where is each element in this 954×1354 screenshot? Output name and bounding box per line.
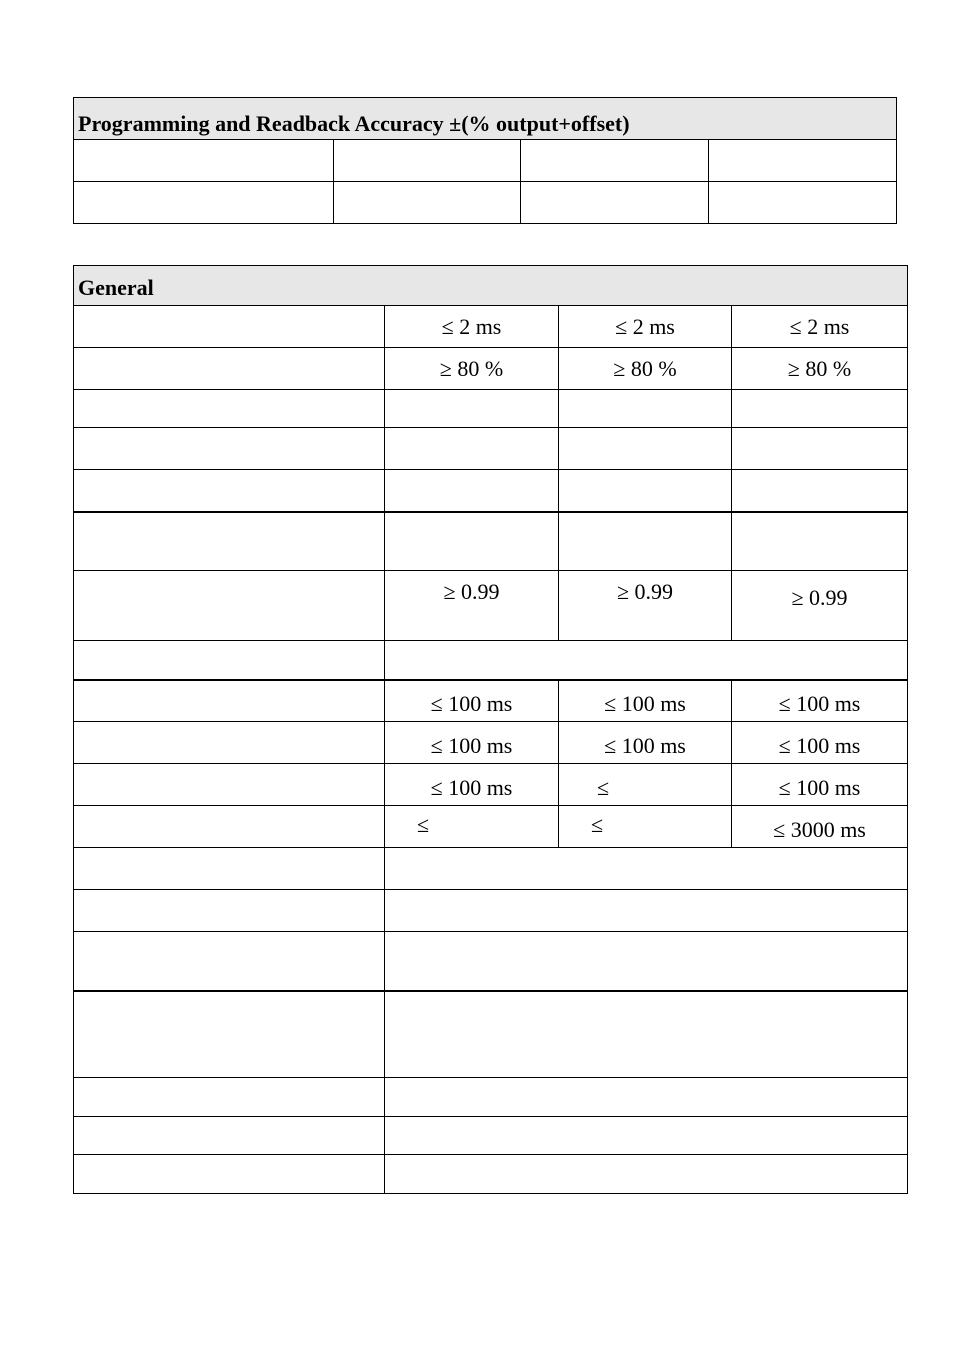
table-cell: [385, 390, 559, 428]
table-row: [74, 680, 908, 722]
table-cell: [385, 512, 559, 571]
table-cell: [732, 428, 908, 470]
table-cell: ≥ 0.99: [559, 571, 732, 641]
table-cell: [521, 140, 709, 182]
row-label: [74, 348, 385, 390]
row-label: [74, 512, 385, 571]
row-label: [74, 1155, 385, 1194]
table-cell: [385, 428, 559, 470]
table-cell: [521, 182, 709, 224]
table-row: [74, 991, 908, 1078]
table-cell: ≥ 80 %: [559, 348, 732, 390]
table-cell: ≥ 80 %: [385, 348, 559, 390]
row-label: [74, 722, 385, 764]
row-label: [74, 848, 385, 890]
table-cell: [385, 470, 559, 512]
table-cell: [559, 428, 732, 470]
table-row: [74, 641, 908, 680]
table-cell-merged: [385, 991, 908, 1078]
table-cell: [74, 182, 334, 224]
table-cell: [732, 390, 908, 428]
row-label: [74, 1078, 385, 1117]
table-row: [74, 140, 897, 182]
table-cell: ≥ 80 %: [732, 348, 908, 390]
row-label: [74, 428, 385, 470]
table-row: [74, 890, 908, 932]
accuracy-table-title: Programming and Readback Accuracy ±(% output+offset): [74, 98, 897, 140]
row-label: [74, 991, 385, 1078]
table-row: [74, 1078, 908, 1117]
table-cell: ≤ 100 ms: [559, 722, 732, 764]
table-row: [74, 571, 908, 641]
table-row: [74, 764, 908, 806]
table-cell: ≤ 100 ms: [385, 680, 559, 722]
accuracy-table: [73, 97, 897, 224]
row-label: [74, 764, 385, 806]
table-cell-merged: [385, 1078, 908, 1117]
table-cell: [74, 140, 334, 182]
row-label: [74, 806, 385, 848]
table-cell: [559, 512, 732, 571]
table-cell: ≥ 0.99: [732, 571, 908, 641]
table-cell: ≤: [559, 764, 732, 806]
table-cell: ≤ 3000 ms: [732, 806, 908, 848]
table-cell: ≤ 100 ms: [732, 680, 908, 722]
table-cell: ≤ 100 ms: [559, 680, 732, 722]
table-row: [74, 1117, 908, 1155]
table-cell: [334, 182, 521, 224]
table-cell-merged: [385, 1117, 908, 1155]
table-cell: ≤: [559, 806, 732, 848]
table-cell: [709, 182, 897, 224]
table-cell: [732, 470, 908, 512]
table-row: [74, 806, 908, 848]
row-label: [74, 390, 385, 428]
table-row: [74, 470, 908, 512]
table-cell: ≤ 100 ms: [385, 722, 559, 764]
table-cell: ≤ 2 ms: [385, 306, 559, 348]
table-row: [74, 1155, 908, 1194]
table-row: [74, 390, 908, 428]
table-cell: ≤ 100 ms: [732, 722, 908, 764]
row-label: [74, 932, 385, 991]
table-cell: [732, 512, 908, 571]
table-row: [74, 428, 908, 470]
table-cell-merged: [385, 641, 908, 680]
row-label: [74, 306, 385, 348]
table-cell: ≥ 0.99: [385, 571, 559, 641]
table-row: [74, 306, 908, 348]
table-cell-merged: [385, 848, 908, 890]
table-cell: [559, 390, 732, 428]
table-cell: [709, 140, 897, 182]
table-cell-merged: [385, 890, 908, 932]
table-cell: ≤ 100 ms: [732, 764, 908, 806]
table-cell: ≤ 2 ms: [559, 306, 732, 348]
table-cell-merged: [385, 1155, 908, 1194]
table-cell: ≤ 2 ms: [732, 306, 908, 348]
table-row: [74, 182, 897, 224]
row-label: [74, 1117, 385, 1155]
table-cell: ≤: [385, 806, 559, 848]
row-label: [74, 571, 385, 641]
row-label: [74, 890, 385, 932]
table-row: [74, 848, 908, 890]
table-cell: [559, 470, 732, 512]
table-row: [74, 932, 908, 991]
table-row: [74, 512, 908, 571]
general-table: [73, 265, 908, 1194]
row-label: [74, 680, 385, 722]
table-cell-merged: [385, 932, 908, 991]
table-row: [74, 348, 908, 390]
table-cell: ≤ 100 ms: [385, 764, 559, 806]
row-label: [74, 641, 385, 680]
table-row: [74, 722, 908, 764]
row-label: [74, 470, 385, 512]
general-table-title: General: [74, 266, 908, 306]
table-cell: [334, 140, 521, 182]
